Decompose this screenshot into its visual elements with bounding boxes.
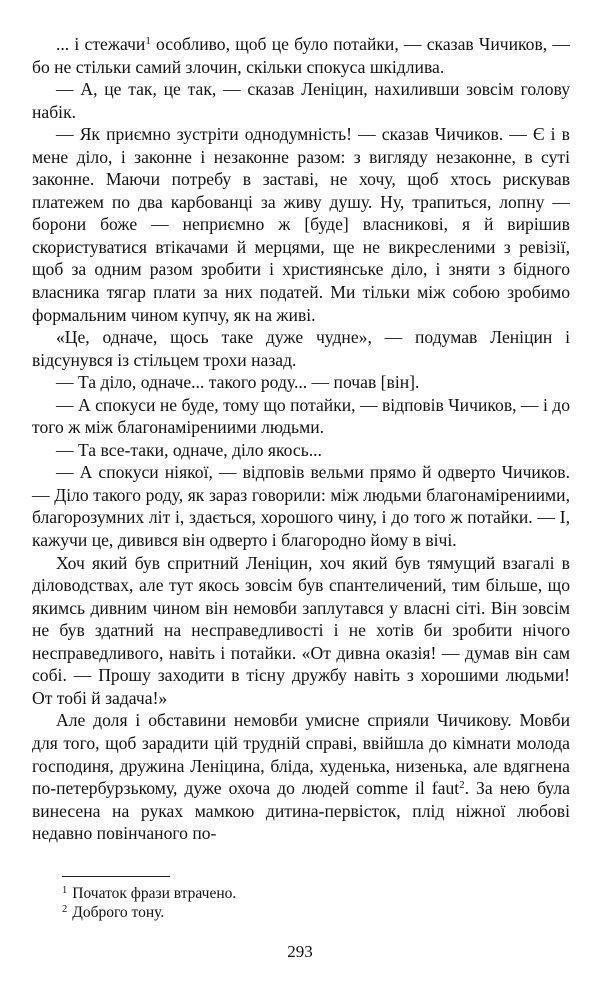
paragraph: «Це, одначе, щось таке дуже чудне», — подумав Леніцин і відсунувся із стільцем трохи назад.	[32, 327, 570, 370]
footnote-2: $^2$ Доброго тону.	[62, 904, 165, 921]
paragraph: — А спокуси не буде, тому що потайки, — відповів Чичиков, — і до того ж між благонамірениими людьми.	[32, 394, 570, 438]
paragraph: Хоч який був спритний Леніцин, хоч який був тямущий взагалі в діловодствах, але тут якось зовсім був спантеличений, тим більше, що якимсь дивним чином він немовби заплутався у власні сіті. Він зовсім не був здатний на несправедливості і не хотів би зробити нічого несправедливого, навіть і потайки. «От дивна оказія! — думав він сам собі. — Прошу заходити в тісну дружбу навіть з хорошими людьми! От тобі й задача!»	[32, 552, 570, 708]
footnote-divider	[62, 876, 170, 877]
paragraph: Але доля і обставини немовби умисне сприяли Чичикову. Мовби для того, щоб зарадити цій трудній справі, ввійшла до кімнати молода господиня, дружина Леніцина, бліда, худенька, низенька, але вдягнена по-петербурзькому, дуже охоча до людей comme il faut$^2$. За нею була винесена на руках мамкою дитина-первісток, плід ніжної любові недавно повінчаного по-	[32, 710, 570, 844]
page-number: 293	[287, 942, 313, 961]
paragraph: — А, це так, це так, — сказав Леніцин, нахиливши зовсім голову набік.	[32, 79, 570, 122]
main-text	[32, 33, 570, 845]
paragraph: — Як приємно зустріти однодумність! — сказав Чичиков. — Є і в мене діло, і законне і незаконне разом: з вигляду незаконне, в суті законне. Маючи потребу в заставі, не хочу, щоб хтось рискував платежем по два карбованці за живу душу. Ну, трапиться, лопну — борони боже — неприємно ж [буде] власникові, я й вирішив скористуватися втікачами й мерцями, ще не викресленими з ревізії, щоб за одним разом зробити і християнське діло, і зняти з бідного власника тягар плати за них податей. Ми тільки між собою зробимо формальним чином купчу, як на живі.	[32, 124, 570, 325]
footnote-1: $^1$ Початок фрази втрачено.	[62, 885, 237, 902]
paragraph: ... і стежачи$^1$ особливо, щоб це було потайки, — сказав Чичиков, — бо не стільки самий злочин, скільки спокуса шкідлива.	[32, 34, 570, 77]
paragraph: — Та все-таки, одначе, діло якось...	[56, 439, 322, 460]
footnote-ref[interactable]: 2	[459, 779, 465, 792]
footnotes	[62, 884, 236, 922]
footnote-ref[interactable]: 1	[145, 35, 151, 47]
paragraph: — Та діло, одначе... такого роду... — почав [він].	[56, 372, 420, 393]
paragraph: — А спокуси ніякої, — відповів вельми прямо й одверто Чичиков. — Діло такого роду, як зараз говорили: між людьми благонамірениими, благорозумних літ і, здається, хорошого чину, і до того ж потайки. — І, кажучи це, дивився він одверто і благородно йому в вічі.	[32, 462, 570, 551]
